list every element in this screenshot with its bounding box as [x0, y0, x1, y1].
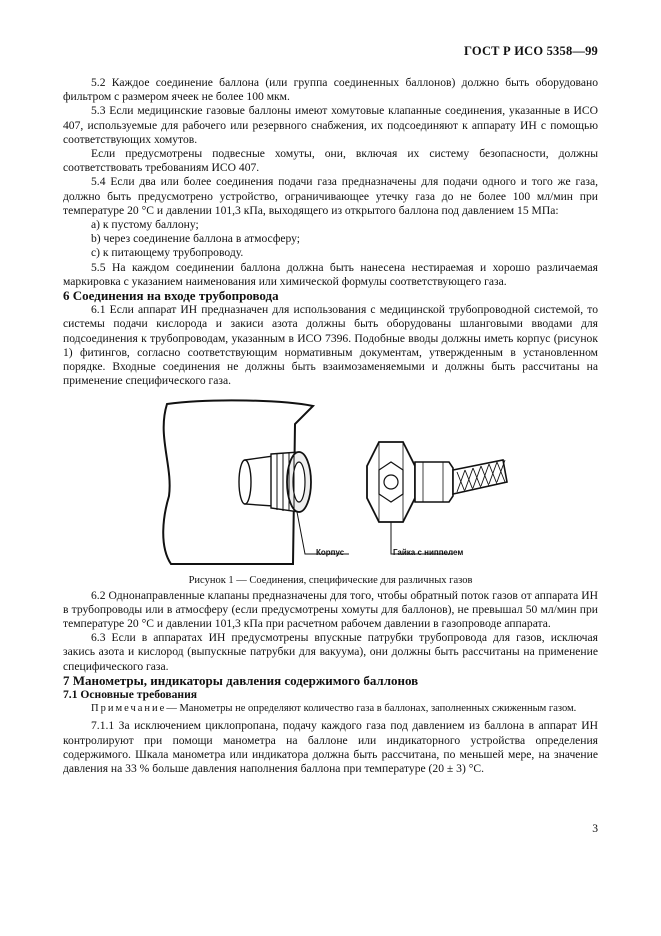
paragraph-5-3: 5.3 Если медицинские газовые баллоны имеют хомутовые клапанные соединения, указанные в ИСО 407, используемые для рабочего или резервного снабжения, их подсоединяют к аппарату ИН с помощью соответствующих хомутов.	[63, 104, 598, 146]
section-7-title: 7 Манометры, индикаторы давления содержимого баллонов	[63, 672, 419, 688]
figure-1	[63, 396, 598, 574]
paragraph-5-4: 5.4 Если два или более соединения подачи газа предназначены для подачи одного и того же газа, должно быть предусмотрено устройство, ограничивающее утечку газа до не более 100 мл/мин при температуре 20 °С и давлении 101,3 кПа, выходящего из открытого баллона под давлением 15 МПа:	[63, 175, 598, 217]
paragraph-5-5: 5.5 На каждом соединении баллона должна быть нанесена нестираемая и хорошо различаемая маркировка с указанием наименования или химической формулы соответствующего газа.	[63, 260, 598, 288]
list-item-c: c) к питающему трубопроводу.	[91, 246, 244, 260]
label-nut-nipple: Гайка с ниппелем	[393, 548, 464, 558]
list-item-a: a) к пустому баллону;	[91, 218, 199, 232]
nut-with-nipple	[367, 442, 453, 522]
note-text: — Манометры не определяют количество газа в баллонах, заполненных сжиженным газом.	[166, 703, 577, 715]
section-6-title: 6 Соединения на входе трубопровода	[63, 288, 279, 304]
paragraph-5-3-note: Если предусмотрены подвесные хомуты, они, включая их систему безопасности, должны соответствовать требованиям ИСО 407.	[63, 147, 598, 175]
page-header: ГОСТ Р ИСО 5358—99	[464, 44, 598, 58]
figure-1-caption: Рисунок 1 — Соединения, специфические для различных газов	[188, 575, 473, 587]
list-item-b: b) через соединение баллона в атмосферу;	[91, 232, 301, 246]
subsection-7-1-title: 7.1 Основные требования	[63, 688, 198, 702]
page-number: 3	[592, 822, 598, 835]
paragraph-5-2: 5.2 Каждое соединение баллона (или группа соединенных баллонов) должно быть оборудовано фильтром с размером ячеек не более 100 мкм.	[63, 76, 598, 104]
label-body: Корпус	[316, 548, 345, 558]
paragraph-6-1: 6.1 Если аппарат ИН предназначен для использования с медицинской трубопроводной системой, то системы подачи кислорода и закиси азота должны быть оборудованы шланговыми вводами для подсоединения к трубопроводам, указанным в ИСО 7396. Подобные вводы должны иметь корпус (рисунок 1) фитингов, согласно соответствующим нормативным документам, утвержденным в установленном порядке. Входные соединения не должны быть взаимозаменяемыми и должны быть рассчитаны на применение специфического газа.	[63, 303, 598, 388]
note	[63, 702, 598, 715]
paragraph-7-1-1: 7.1.1 За исключением циклопропана, подачу каждого газа под давлением из баллона в аппарат ИН контролируют при помощи манометра на баллоне или индикаторного устройства определения содержимого. Шкала манометра или индикатора должна быть рассчитана, по меньшей мере, на значение давления на 33 % больше давления наполнения баллона при температуре (20 ± 3) °С.	[63, 719, 598, 775]
body-fitting	[239, 452, 311, 512]
paragraph-6-2: 6.2 Однонаправленные клапаны предназначены для того, чтобы обратный поток газов от аппарата ИН в трубопроводы или в атмосферу (если предусмотрены хомуты для баллонов), не превышал 50 мл/мин при температуре 20 °С и давлении 101,3 кПа при расчетном рабочем давлении в газопроводе аппарата.	[63, 588, 598, 631]
note-label: Примечание	[91, 703, 167, 715]
braided-hose	[453, 460, 507, 494]
connection-drawing	[153, 396, 513, 568]
document-body	[63, 76, 598, 776]
paragraph-6-3: 6.3 Если в аппаратах ИН предусмотрены впускные патрубки трубопровода для газов, исключая закись азота и кислород (выпускные патрубки для вакуума), они должны быть рассчитаны на применение специфического газа.	[63, 631, 598, 673]
